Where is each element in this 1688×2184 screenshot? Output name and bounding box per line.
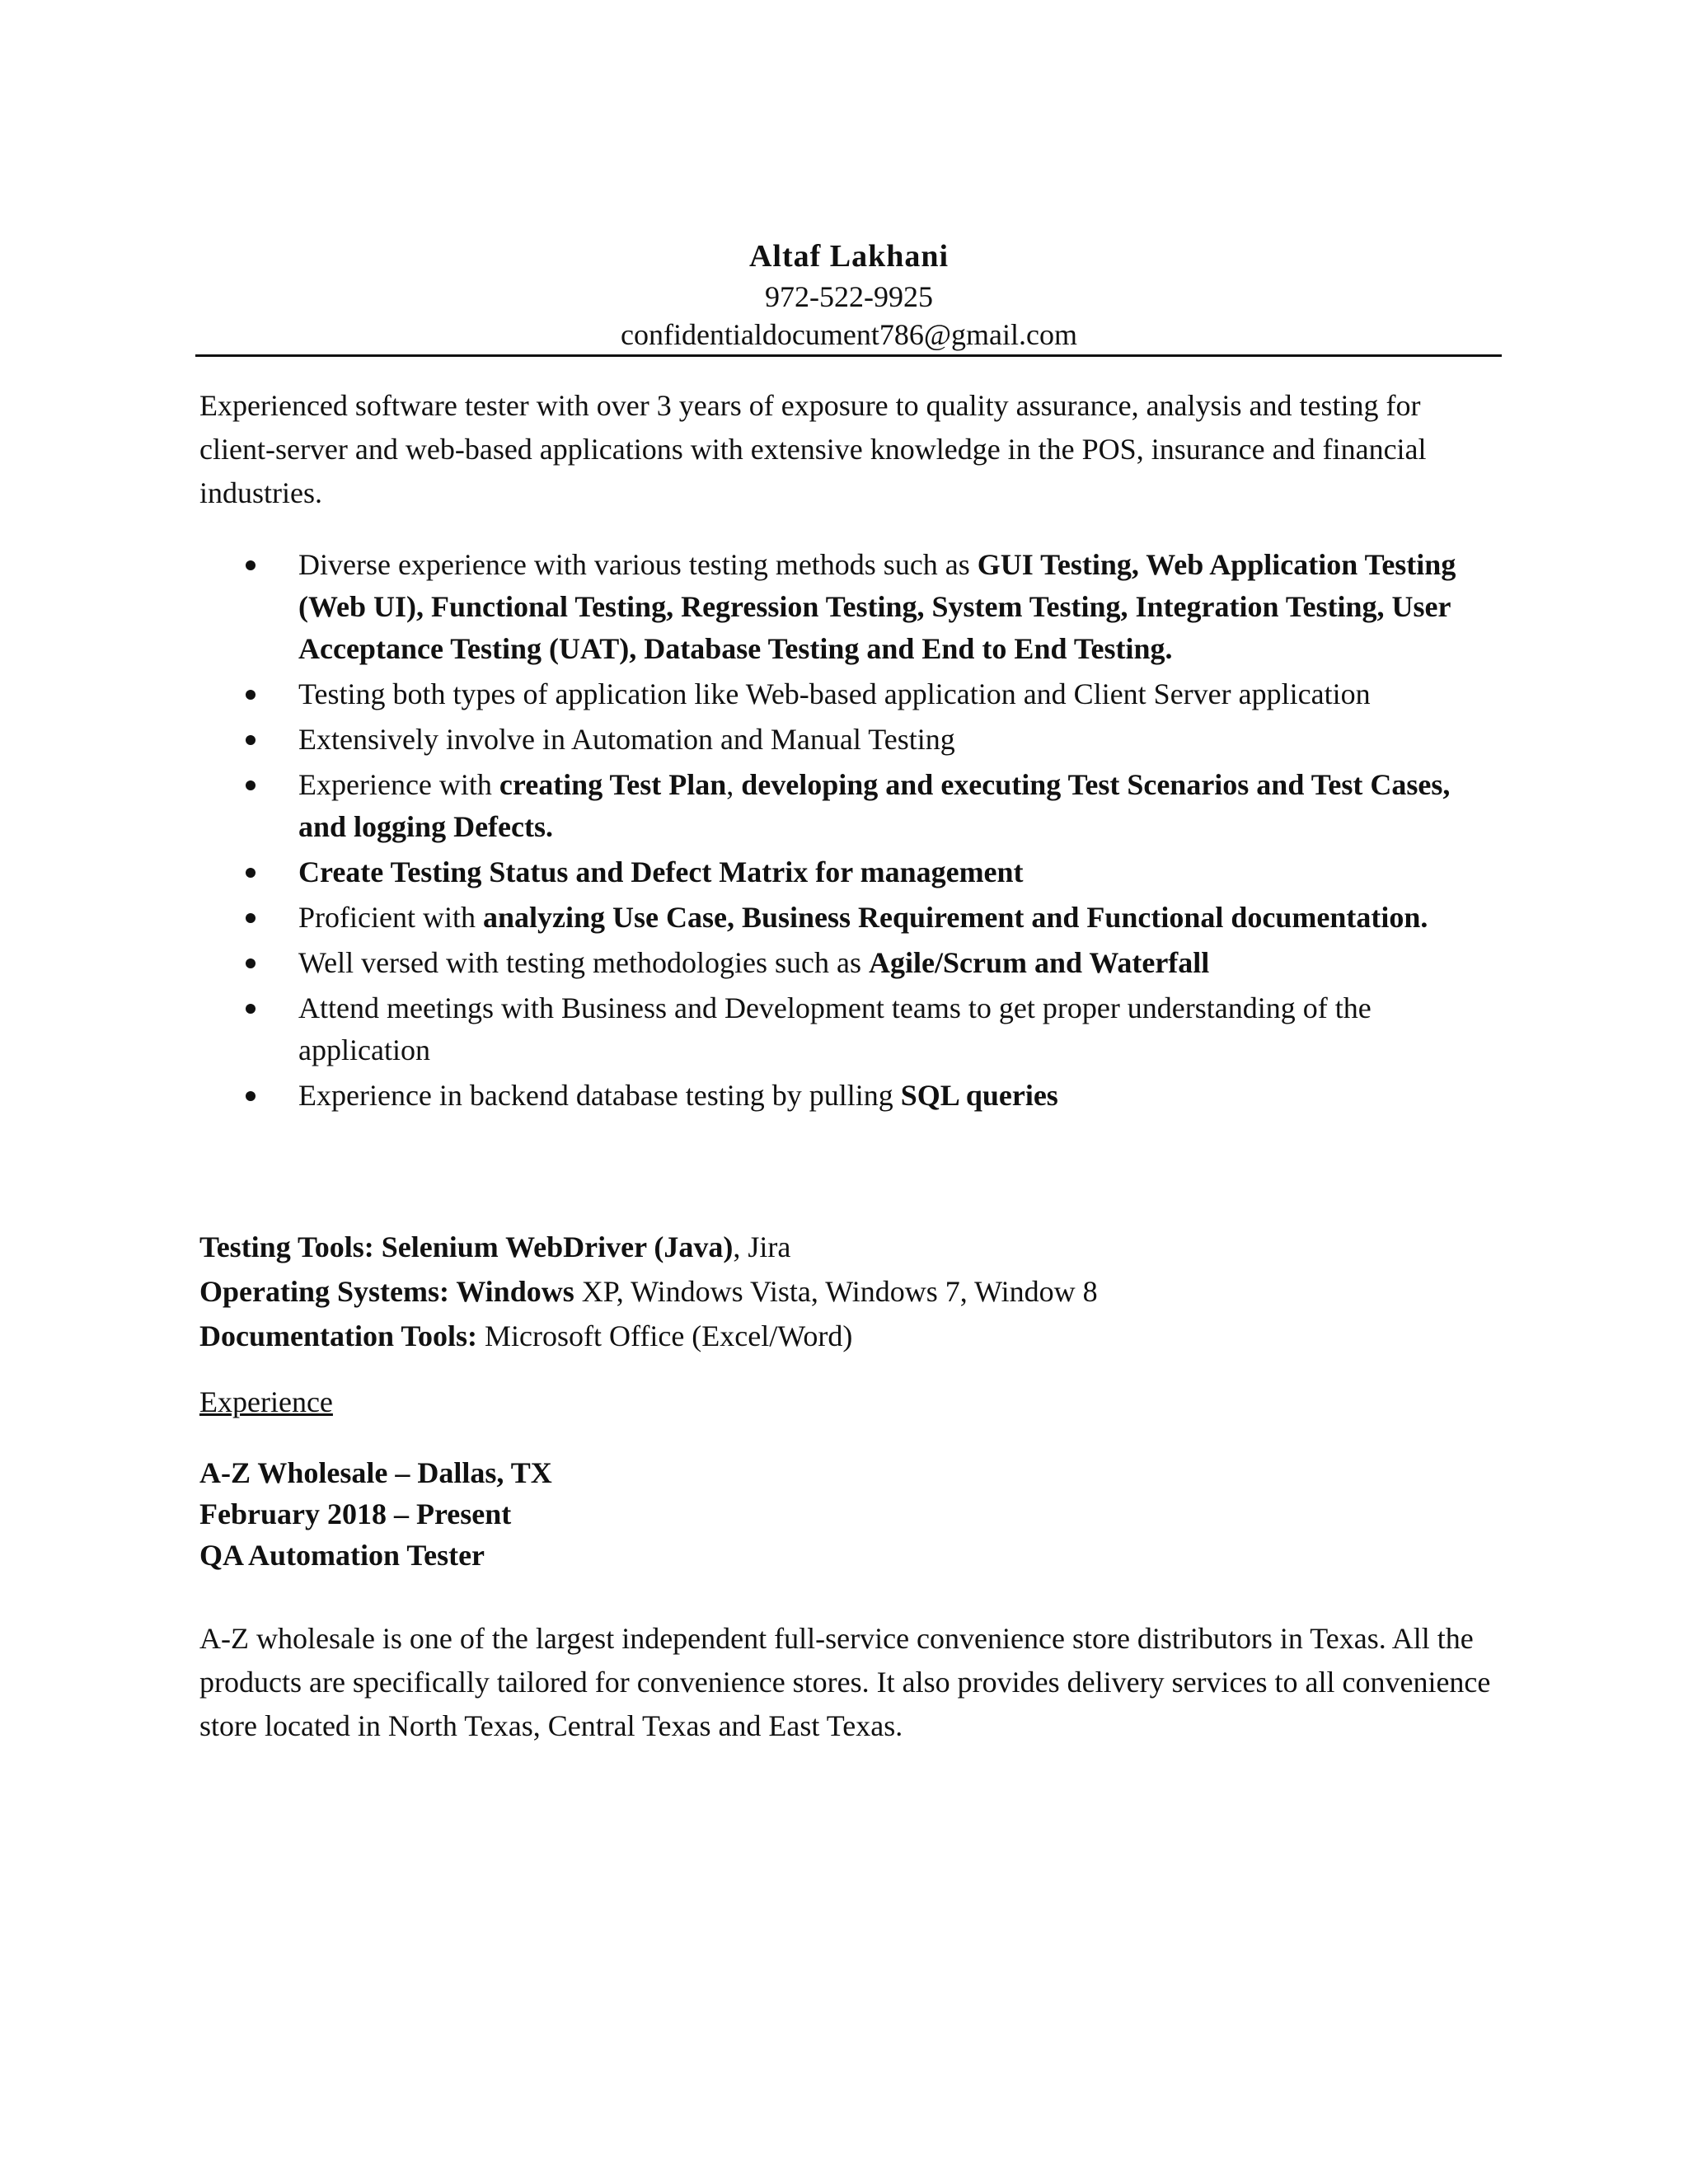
bullet-icon xyxy=(246,913,256,923)
bullet-icon xyxy=(246,560,256,570)
list-item: Extensively involve in Automation and Manual Testing xyxy=(199,719,1502,761)
bullet-icon xyxy=(246,868,256,878)
bullet-icon xyxy=(246,780,256,790)
job-dates: February 2018 – Present xyxy=(199,1497,512,1530)
bullet-icon xyxy=(246,958,256,968)
experience-section-title: Experience xyxy=(199,1385,333,1418)
email-address: confidentialdocument786@gmail.com xyxy=(620,318,1077,351)
list-item: Testing both types of application like Web-based application and Client Server application xyxy=(199,673,1502,715)
skills-bullet-list xyxy=(199,544,1502,1120)
list-item: Diverse experience with various testing methods such as GUI Testing, Web Application Testing (Web UI), Functional Testing, Regression Testing, System Testing, Integration Testing, User Acceptance Testing (UAT), Database Testing and End to End Testing. xyxy=(199,544,1502,670)
documentation-tools-line: Documentation Tools: Microsoft Office (Excel/Word) xyxy=(199,1319,853,1352)
tools-section xyxy=(199,1225,1502,1358)
operating-systems-line: Operating Systems: Windows XP, Windows Vista, Windows 7, Window 8 xyxy=(199,1275,1098,1308)
bullet-icon xyxy=(246,1091,256,1101)
job-description: A-Z wholesale is one of the largest independent full-service convenience store distributors in Texas. All the products are specifically tailored for convenience stores. It also provides delivery services to all convenience store located in North Texas, Central Texas and East Texas. xyxy=(199,1622,1491,1742)
list-item: Proficient with analyzing Use Case, Business Requirement and Functional documentation. xyxy=(199,897,1502,939)
candidate-name: Altaf Lakhani xyxy=(748,239,950,274)
bullet-icon xyxy=(246,1004,256,1014)
job-role: QA Automation Tester xyxy=(199,1539,485,1572)
list-item: Attend meetings with Business and Development teams to get proper understanding of the application xyxy=(199,987,1502,1071)
list-item: Experience in backend database testing by pulling SQL queries xyxy=(199,1075,1502,1117)
header-divider xyxy=(195,354,1502,357)
list-item: Create Testing Status and Defect Matrix for management xyxy=(199,851,1502,893)
summary-paragraph: Experienced software tester with over 3 years of exposure to quality assurance, analysis and testing for client-server and web-based applications with extensive knowledge in the POS, insurance and financial industries. xyxy=(199,389,1427,509)
job-header xyxy=(199,1452,552,1576)
company-name: A-Z Wholesale – Dallas, TX xyxy=(199,1456,552,1489)
list-item: Well versed with testing methodologies such as Agile/Scrum and Waterfall xyxy=(199,942,1502,984)
testing-tools-line: Testing Tools: Selenium WebDriver (Java), Jira xyxy=(199,1230,791,1263)
list-item: Experience with creating Test Plan, developing and executing Test Scenarios and Test Cases, and logging Defects. xyxy=(199,764,1502,848)
bullet-icon xyxy=(246,690,256,700)
phone-number: 972-522-9925 xyxy=(765,280,933,313)
resume-header xyxy=(198,235,1500,354)
bullet-icon xyxy=(246,735,256,745)
